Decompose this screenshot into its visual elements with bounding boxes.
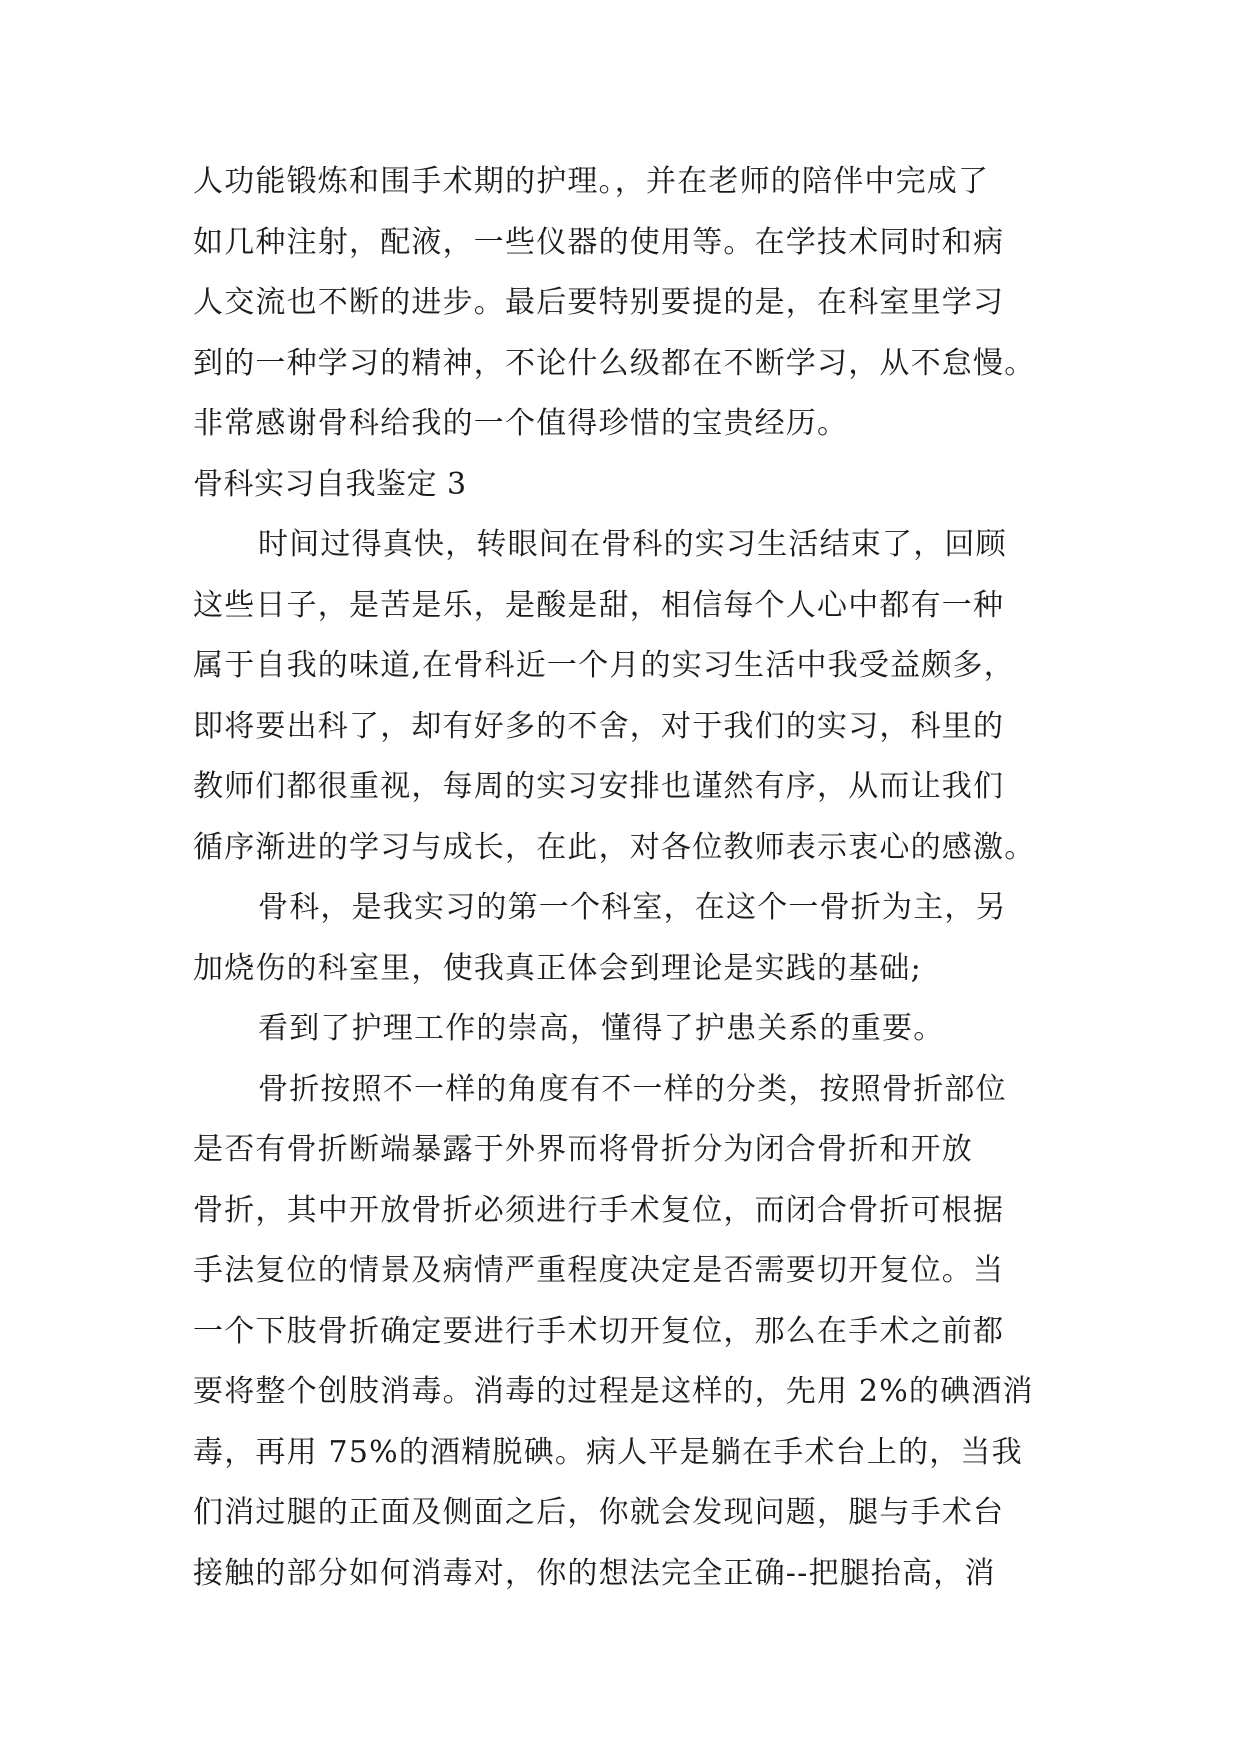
text-line: 一个下肢骨折确定要进行手术切开复位，那么在手术之前都 <box>193 1313 1005 1349</box>
text-line: 教师们都很重视，每周的实习安排也谨然有序，从而让我们 <box>193 769 1005 804</box>
text-line: 骨科，是我实习的第一个科室，在这个一骨折为主，另 <box>258 890 1007 925</box>
text-line: 要将整个创肢消毒。消毒的过程是这样的，先用 2%的碘酒消 <box>193 1374 1034 1409</box>
text-line: 循序渐进的学习与成长，在此，对各位教师表示衷心的感激。 <box>193 829 1036 865</box>
text-line: 如几种注射，配液，一些仪器的使用等。在学技术同时和病 <box>193 224 1005 260</box>
text-line: 加烧伤的科室里，使我真正体会到理论是实践的基础; <box>193 950 922 986</box>
text-line: 这些日子，是苦是乐，是酸是甜，相信每个人心中都有一种 <box>193 587 1005 623</box>
text-line: 即将要出科了，却有好多的不舍，对于我们的实习，科里的 <box>193 708 1005 744</box>
text-line: 看到了护理工作的崇高，懂得了护患关系的重要。 <box>258 1011 945 1046</box>
intro-paragraph <box>193 152 1063 455</box>
paragraph-2 <box>193 878 1063 999</box>
text-line: 手法复位的情景及病情严重程度决定是否需要切开复位。当 <box>193 1253 1005 1288</box>
text-line: 非常感谢骨科给我的一个值得珍惜的宝贵经历。 <box>193 406 849 441</box>
text-line: 们消过腿的正面及侧面之后，你就会发现问题，腿与手术台 <box>193 1495 1005 1530</box>
section-title: 骨科实习自我鉴定 3 <box>193 466 467 502</box>
text-line: 到的一种学习的精神，不论什么级都在不断学习，从不怠慢。 <box>193 345 1036 381</box>
text-line: 人交流也不断的进步。最后要特别要提的是，在科室里学习 <box>193 285 1005 320</box>
text-line: 毒，再用 75%的酒精脱碘。病人平是躺在手术台上的，当我 <box>193 1434 1023 1470</box>
paragraph-4 <box>193 1060 1063 1605</box>
paragraph-3 <box>193 999 1063 1060</box>
text-line: 时间过得真快，转眼间在骨科的实习生活结束了，回顾 <box>258 527 1007 562</box>
text-line: 骨折按照不一样的角度有不一样的分类，按照骨折部位 <box>258 1071 1007 1107</box>
paragraph-1 <box>193 515 1063 878</box>
text-line: 是否有骨折断端暴露于外界而将骨折分为闭合骨折和开放 <box>193 1132 973 1167</box>
text-line: 人功能锻炼和围手术期的护理。，并在老师的陪伴中完成了 <box>193 164 990 199</box>
text-line: 骨折，其中开放骨折必须进行手术复位，而闭合骨折可根据 <box>193 1192 1005 1228</box>
text-line: 接触的部分如何消毒对，你的想法完全正确--把腿抬高，消 <box>193 1555 996 1591</box>
document-page <box>193 152 1063 1604</box>
text-line: 属于自我的味道,在骨科近一个月的实习生活中我受益颇多， <box>193 648 1015 683</box>
